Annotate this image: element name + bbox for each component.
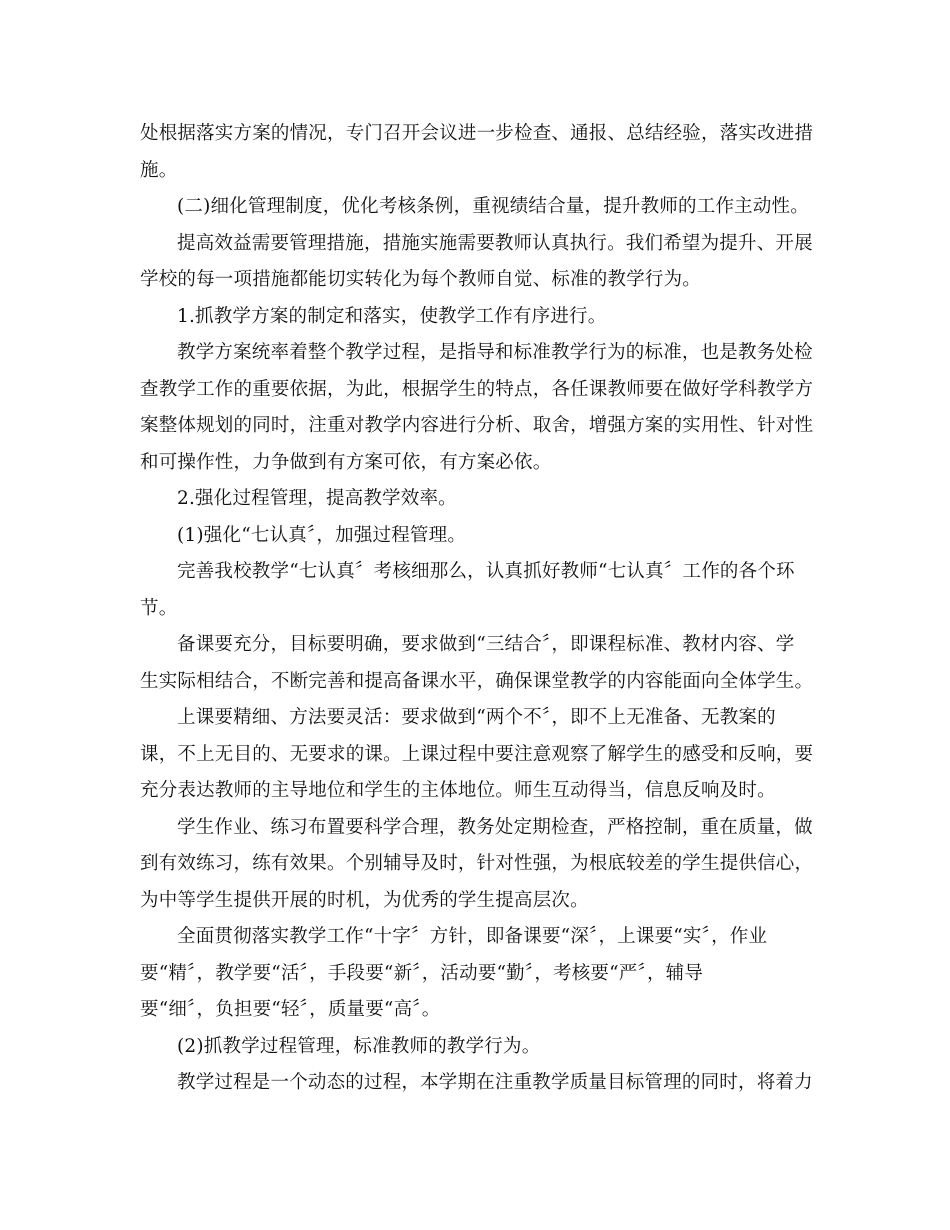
paragraph [140,810,815,920]
paragraph [140,700,815,810]
paragraph [140,1029,815,1066]
text-line: 教学方案统率着整个教学过程，是指导和标准教学行为的标准，也是教务处检 [177,342,813,363]
text-line: 学生作业、练习布置要科学合理，教务处定期检查，严格控制，重在质量，做 [177,816,813,838]
text-line: 要“精〞，教学要“活〞，手段要“新〞，活动要“勤〞，考核要“严〞，辅导 [140,962,704,984]
text-line: (1)强化“七认真〞，加强过程管理。 [177,524,467,546]
text-line: 提高效益需要管理措施，措施实施需要教师认真执行。我们希望为提升、开展 [177,232,813,254]
text-line: 生实际相结合，不断完善和提高备课水平，确保课堂教学的内容能面向全体学生。 [140,670,814,692]
text-line: 完善我校教学“七认真〞考核细那么，认真抓好教师“七认真〞工作的各个环 [177,561,795,582]
text-line: 2.强化过程管理，提高教学效率。 [177,488,457,509]
paragraph [140,1065,815,1102]
text-line: 全面贯彻落实教学工作“十字〞方针，即备课要“深〞，上课要“实〞，作业 [177,926,768,947]
text-line: 施。 [140,159,178,181]
paragraph [140,189,815,226]
paragraph [140,481,815,518]
paragraph [140,554,815,627]
text-line: 为中等学生提供开展的时机，为优秀的学生提高层次。 [140,889,589,911]
text-line: 节。 [140,597,178,619]
paragraph [140,919,815,1029]
text-line: 查教学工作的重要依据，为此，根据学生的特点，各任课教师要在做好学科教学方 [140,378,814,400]
text-line: 处根据落实方案的情况，专门召开会议进一步检查、通报、总结经验，落实改进措 [140,123,814,144]
text-line: 教学过程是一个动态的过程，本学期在注重教学质量目标管理的同时，将着力 [177,1072,813,1093]
text-line: 到有效练习，练有效果。个别辅导及时，针对性强，为根底较差的学生提供信心， [140,853,814,874]
text-line: 要“细〞，负担要“轻〞，质量要“高〞。 [140,999,441,1020]
paragraph [140,299,815,336]
text-line: (二)细化管理制度，优化考核条例，重视绩结合量，提升教师的工作主动性。 [177,196,809,217]
text-line: (2)抓教学过程管理，标准教师的教学行为。 [177,1035,541,1057]
text-line: 上课要精细、方法要灵活：要求做到“两个不〞，即不上无准备、无教案的 [177,707,776,728]
paragraph [140,226,815,299]
paragraph [140,518,815,555]
text-line: 1.抓教学方案的制定和落实，使教学工作有序进行。 [177,305,607,327]
paragraph [140,335,815,481]
paragraph [140,116,815,189]
body-text [140,116,815,1102]
text-line: 学校的每一项措施都能切实转化为每个教师自觉、标准的教学行为。 [140,269,702,290]
text-line: 案整体规划的同时，注重对教学内容进行分析、取舍，增强方案的实用性、针对性 [140,415,814,436]
text-line: 和可操作性，力争做到有方案可依，有方案必依。 [140,451,552,473]
paragraph [140,627,815,700]
text-line: 备课要充分，目标要明确，要求做到“三结合〞，即课程标准、教材内容、学 [177,634,795,655]
text-line: 充分表达教师的主导地位和学生的主体地位。师生互动得当，信息反响及时。 [140,780,776,801]
text-line: 课，不上无目的、无要求的课。上课过程中要注意观察了解学生的感受和反响，要 [140,743,814,765]
